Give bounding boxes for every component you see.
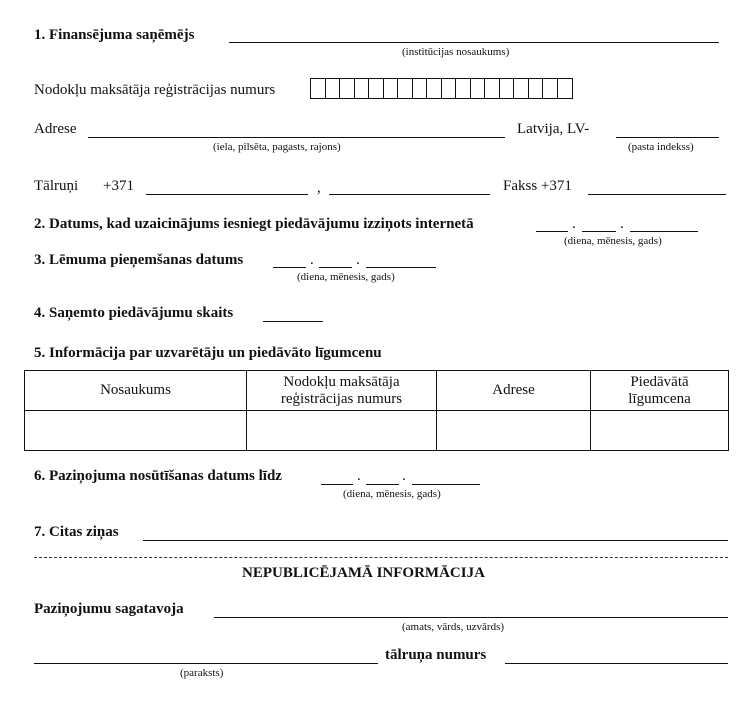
phone-1-field[interactable] <box>146 194 308 195</box>
address-label: Adrese <box>34 121 77 137</box>
address-hint: (iela, pilsēta, pagasts, rajons) <box>213 141 341 153</box>
country-label: Latvija, LV- <box>517 121 590 137</box>
section-4-heading: 4. Saņemto piedāvājumu skaits <box>34 305 234 321</box>
s2-month-field[interactable] <box>582 231 616 232</box>
fax-field[interactable] <box>588 194 726 195</box>
winner-table-header <box>25 371 729 411</box>
s2-date-hint: (diena, mēnesis, gads) <box>564 235 662 247</box>
offers-count-field[interactable] <box>263 321 323 322</box>
date-dot: . <box>402 468 406 484</box>
section-1-heading: 1. Finansējuma saņēmējs <box>34 27 195 43</box>
section-2-heading: 2. Datums, kad uzaicinājums iesniegt piedāvājumu izziņots internetā <box>34 216 474 232</box>
s2-day-field[interactable] <box>536 231 568 232</box>
s3-day-field[interactable] <box>273 267 306 268</box>
s3-date-hint: (diena, mēnesis, gads) <box>297 271 395 283</box>
unpublished-heading: NEPUBLICĒJAMĀ INFORMĀCIJA <box>242 565 485 581</box>
address-field[interactable] <box>88 137 505 138</box>
col-name-header: Nosaukums <box>25 371 247 411</box>
col-address-header: Adrese <box>437 371 591 411</box>
recipient-name-hint: (institūcijas nosaukums) <box>402 46 510 58</box>
other-info-field[interactable] <box>143 540 728 541</box>
prepared-by-label: Paziņojumu sagatavoja <box>34 601 184 617</box>
section-5-heading: 5. Informācija par uzvarētāju un piedāvāto līgumcenu <box>34 345 382 361</box>
s6-date-hint: (diena, mēnesis, gads) <box>343 488 441 500</box>
date-dot: . <box>357 468 361 484</box>
s6-month-field[interactable] <box>366 484 399 485</box>
phone-number-label: tālruņa numurs <box>385 647 487 663</box>
col-price-line-2: līgumcena <box>628 390 691 407</box>
winner-price-cell[interactable] <box>591 411 729 451</box>
col-reg-line-2: reģistrācijas numurs <box>280 390 403 407</box>
dashed-divider <box>34 557 728 558</box>
winner-name-cell[interactable] <box>25 411 247 451</box>
reg-number-boxes[interactable] <box>310 78 573 99</box>
signature-field[interactable] <box>34 663 378 664</box>
signature-hint: (paraksts) <box>180 667 224 679</box>
phone-2-field[interactable] <box>329 194 490 195</box>
s6-year-field[interactable] <box>412 484 480 485</box>
winner-address-cell[interactable] <box>437 411 591 451</box>
section-6-heading: 6. Paziņojuma nosūtīšanas datums līdz <box>34 468 282 484</box>
col-reg-line-1: Nodokļu maksātāja <box>283 373 400 390</box>
section-3-heading: 3. Lēmuma pieņemšanas datums <box>34 252 244 268</box>
postcode-hint: (pasta indekss) <box>628 141 694 153</box>
prepared-by-hint: (amats, vārds, uzvārds) <box>402 621 505 633</box>
date-dot: . <box>572 216 576 232</box>
phone-separator: , <box>317 180 321 196</box>
postcode-field[interactable] <box>616 137 719 138</box>
s2-year-field[interactable] <box>630 231 698 232</box>
s6-day-field[interactable] <box>321 484 353 485</box>
recipient-name-field[interactable] <box>229 42 719 43</box>
reg-number-label: Nodokļu maksātāja reģistrācijas numurs <box>34 82 276 98</box>
date-dot: . <box>356 252 360 268</box>
s3-year-field[interactable] <box>366 267 436 268</box>
col-price-line-1: Piedāvātā <box>630 373 689 390</box>
phone-prefix: +371 <box>103 178 134 194</box>
col-reg-header <box>247 371 437 411</box>
col-price-header <box>591 371 729 411</box>
date-dot: . <box>620 216 624 232</box>
preparer-phone-field[interactable] <box>505 663 728 664</box>
winner-table <box>24 370 729 451</box>
fax-label: Fakss +371 <box>503 178 572 194</box>
prepared-by-field[interactable] <box>214 617 728 618</box>
date-dot: . <box>310 252 314 268</box>
phones-label: Tālruņi <box>34 178 79 194</box>
winner-reg-cell[interactable] <box>247 411 437 451</box>
table-row <box>25 411 729 451</box>
section-7-heading: 7. Citas ziņas <box>34 524 119 540</box>
s3-month-field[interactable] <box>319 267 352 268</box>
